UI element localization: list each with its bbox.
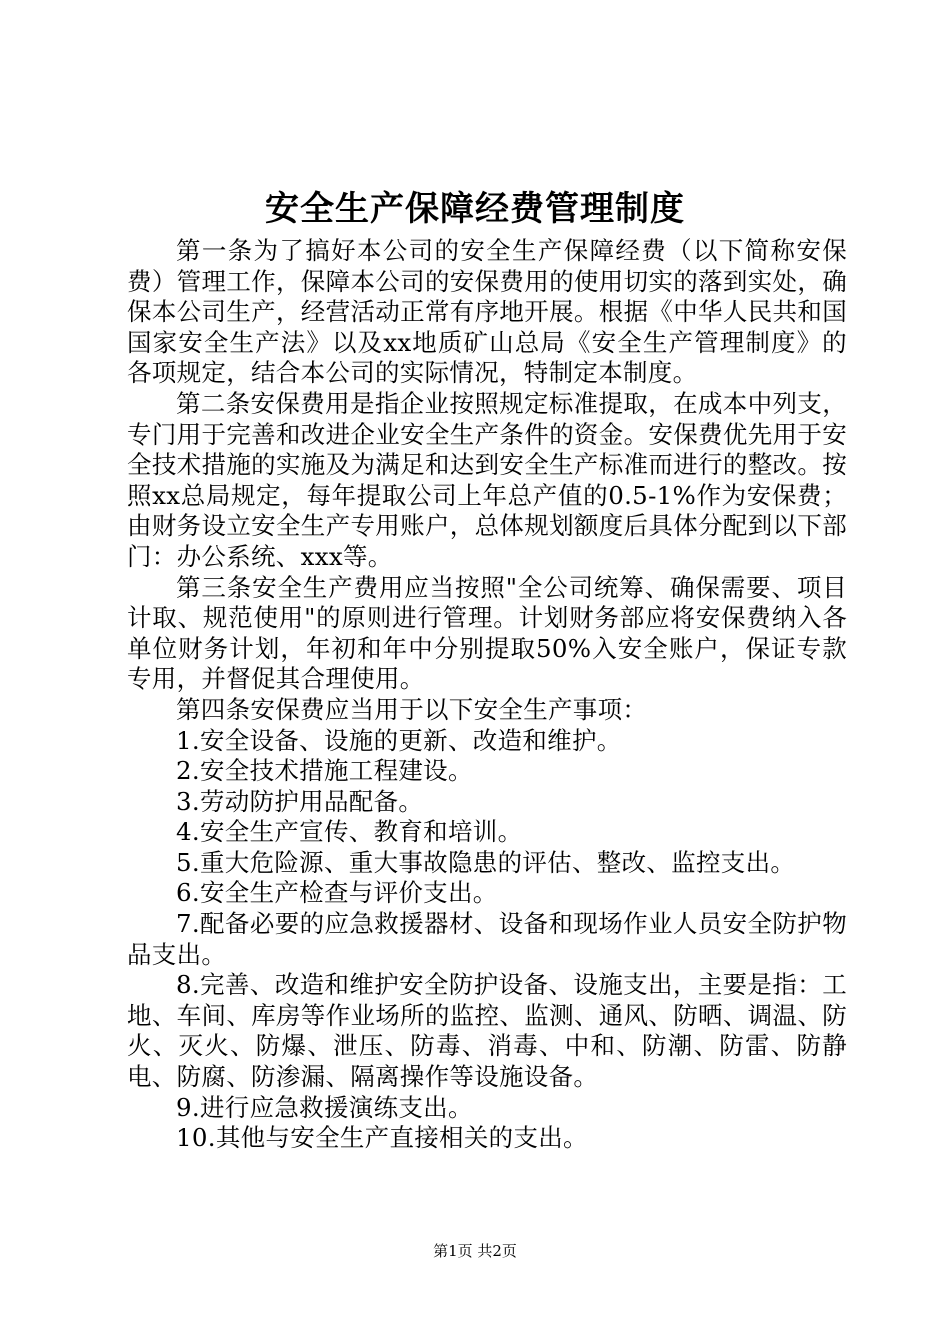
list-item-3: 3.劳动防护用品配备。 [176,786,424,816]
paragraph-article-4: 第四条安保费应当用于以下安全生产事项： [176,694,648,724]
list-item-4: 4.安全生产宣传、教育和培训。 [176,817,523,847]
page-footer: 第1页 共2页 [433,1242,517,1260]
document-title: 安全生产保障经费管理制度 [265,189,685,229]
list-item-5: 5.重大危险源、重大事故隐患的评估、整改、监控支出。 [176,847,796,877]
list-item-9: 9.进行应急救援演练支出。 [176,1092,473,1122]
list-item-1: 1.安全设备、设施的更新、改造和维护。 [176,725,622,755]
list-item-7: 7.配备必要的应急救援器材、设备和现场作业人员安全防护物品支出。 [127,909,847,969]
paragraph-article-1: 第一条为了搞好本公司的安全生产保障经费（以下简称安保费）管理工作，保障本公司的安保费用的使用切实的落到实处，确保本公司生产，经营活动正常有序地开展。根据《中华人民共和国国家安全生产法》以及xx地质矿山总局《安全生产管理制度》的各项规定，结合本公司的实际情况，特制定本制度。 [127,236,847,388]
paragraph-article-3: 第三条安全生产费用应当按照"全公司统筹、确保需要、项目计取、规范使用"的原则进行管理。计划财务部应将安保费纳入各单位财务计划，年初和年中分别提取50%入安全账户，保证专款专用，并督促其合理使用。 [127,572,847,694]
list-item-2: 2.安全技术措施工程建设。 [176,756,473,786]
list-item-10: 10.其他与安全生产直接相关的支出。 [176,1123,588,1153]
paragraph-article-2: 第二条安保费用是指企业按照规定标准提取，在成本中列支，专门用于完善和改进企业安全生产条件的资金。安保费优先用于安全技术措施的实施及为满足和达到安全生产标准而进行的整改。按照xx总局规定，每年提取公司上年总产值的0.5-1%作为安保费；由财务设立安全生产专用账户，总体规划额度后具体分配到以下部门：办公系统、xxx等。 [127,388,847,571]
list-item-6: 6.安全生产检查与评价支出。 [176,878,498,908]
list-item-8: 8.完善、改造和维护安全防护设备、设施支出，主要是指：工地、车间、库房等作业场所的监控、监测、通风、防晒、调温、防火、灭火、防爆、泄压、防毒、消毒、中和、防潮、防雷、防静电、防腐、防渗漏、隔离操作等设施设备。 [127,970,847,1092]
document-body [127,236,847,1154]
